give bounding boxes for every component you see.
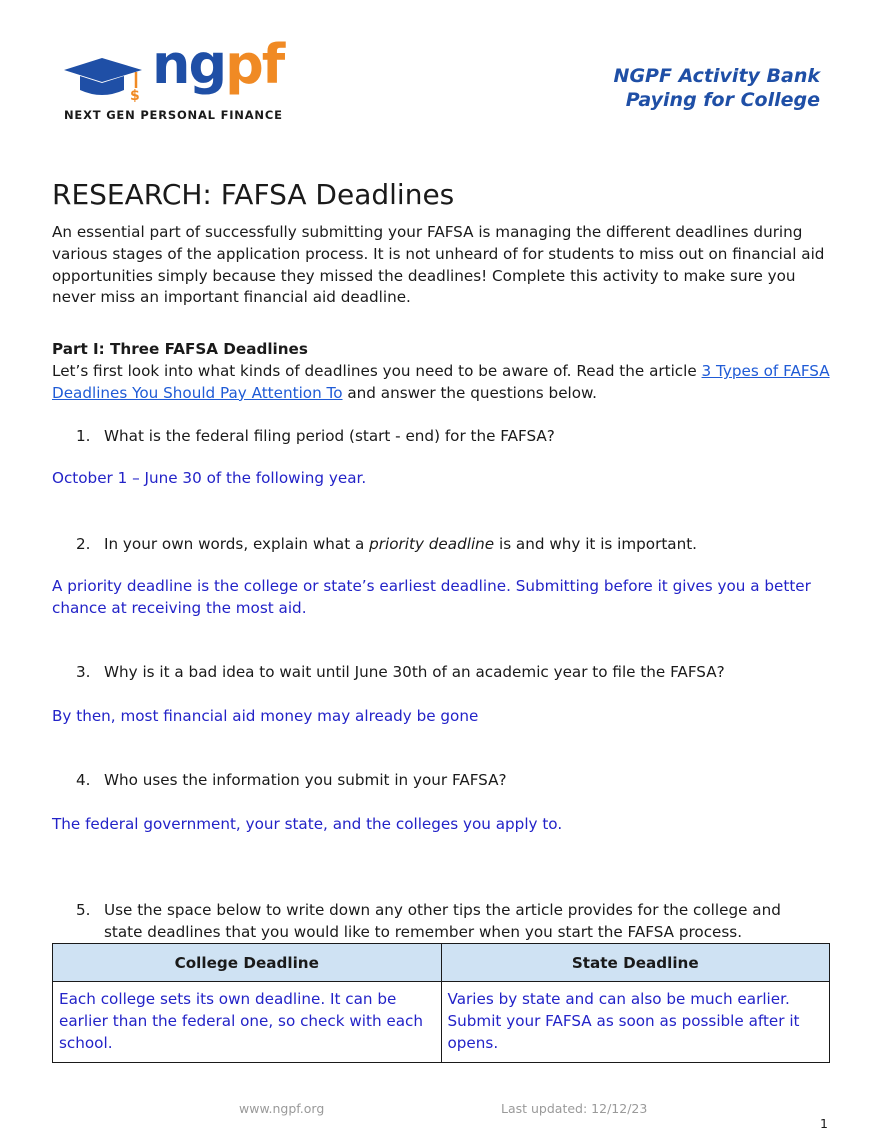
header-line-2: Paying for College (625, 89, 820, 111)
deadline-tips-table (52, 943, 830, 1063)
question-4: 4. Who uses the information you submit in your FAFSA? (76, 771, 507, 789)
ngpf-logo (62, 33, 292, 126)
question-5: 5. Use the space below to write down any other tips the article provides for the college and state deadlines that you would like to remember when you start the FAFSA process. (76, 901, 781, 941)
footer-website: www.ngpf.org (239, 1101, 325, 1116)
page-title: RESEARCH: FAFSA Deadlines (52, 178, 455, 211)
part-1-intro: Let’s first look into what kinds of deadlines you need to be aware of. Read the article 3 Types of FAFSA Deadlines You Should Pay Attention To and answer the questions below. (52, 362, 830, 402)
question-2: 2. In your own words, explain what a priority deadline is and why it is important. (76, 535, 698, 553)
answer-3: By then, most financial aid money may already be gone (52, 707, 479, 725)
table-row (53, 982, 830, 1063)
intro-paragraph: An essential part of successfully submitting your FAFSA is managing the different deadlines during various stages of the application process. It is not unheard of for students to miss out on financial aid opportunities simply because they missed the deadlines! Complete this activity to make sure you never miss an important financial aid deadline. (52, 223, 825, 307)
answer-4: The federal government, your state, and the colleges you apply to. (52, 815, 563, 833)
table-header-row (53, 944, 830, 982)
question-3: 3. Why is it a bad idea to wait until June 30th of an academic year to file the FAFSA? (76, 663, 725, 681)
logo-wordmark: ngpf (152, 33, 284, 96)
logo-tagline: NEXT GEN PERSONAL FINANCE (64, 108, 283, 122)
header-line-1: NGPF Activity Bank (613, 65, 820, 87)
state-deadline-header: State Deadline (441, 944, 830, 982)
footer-last-updated: Last updated: 12/12/23 (501, 1101, 648, 1116)
college-deadline-header: College Deadline (53, 944, 442, 982)
article-link[interactable]: 3 Types of FAFSA Deadlines You Should Pay Attention To (52, 362, 830, 402)
question-1: 1. What is the federal filing period (start - end) for the FAFSA? (76, 427, 555, 445)
part-1-heading: Part I: Three FAFSA Deadlines (52, 340, 308, 358)
answer-2: A priority deadline is the college or state’s earliest deadline. Submitting before it gives you a better chance at receiving the most aid. (52, 577, 811, 617)
answer-1: October 1 – June 30 of the following year. (52, 469, 367, 487)
state-deadline-cell[interactable]: Varies by state and can also be much earlier. Submit your FAFSA as soon as possible after it opens. (441, 982, 830, 1063)
activity-bank-header (614, 64, 820, 112)
college-deadline-cell[interactable]: Each college sets its own deadline. It can be earlier than the federal one, so check with each school. (53, 982, 442, 1063)
graduation-cap-icon (62, 52, 146, 102)
svg-text:$: $ (130, 88, 140, 102)
page-number: 1 (820, 1116, 828, 1131)
